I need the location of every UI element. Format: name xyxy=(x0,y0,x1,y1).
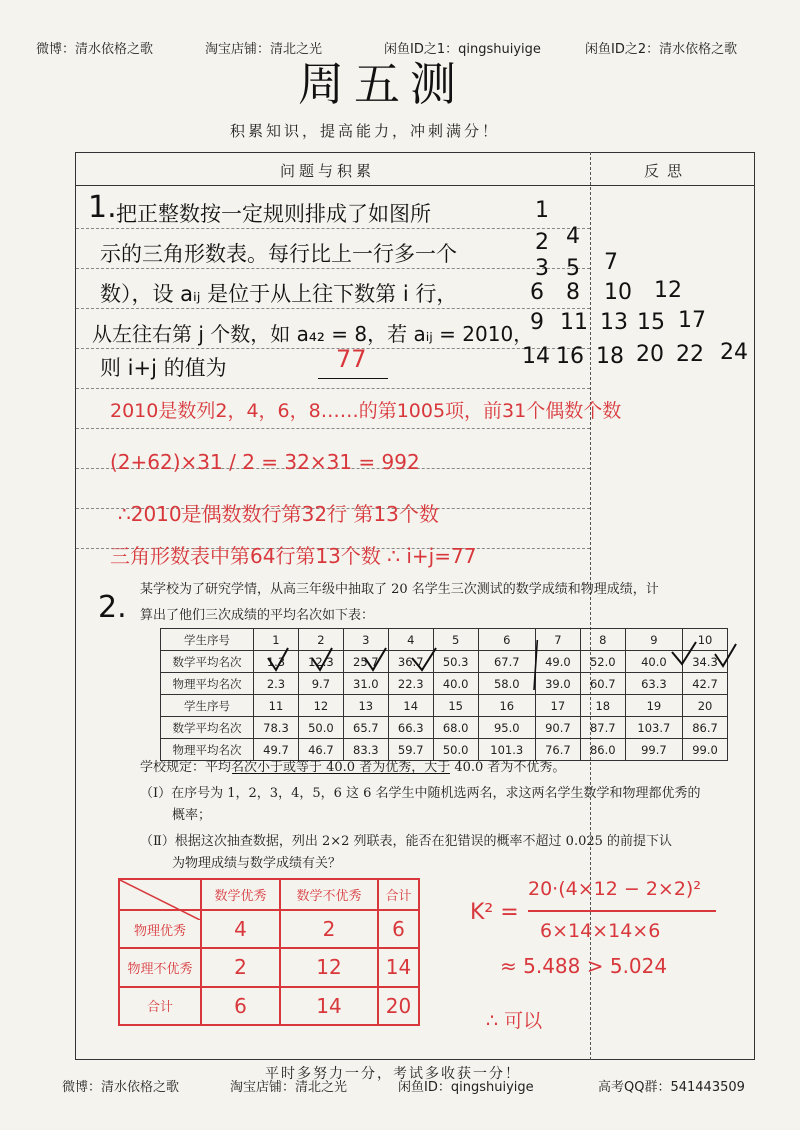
header-problems: 问题与积累 xyxy=(280,162,376,180)
table-cell: 4 xyxy=(388,629,433,651)
check-mark xyxy=(268,648,288,670)
table-cell: 65.7 xyxy=(343,717,388,739)
table-cell: 49.7 xyxy=(254,739,299,761)
triangle-cell: 8 xyxy=(566,280,580,305)
handwritten-title: 周五测 xyxy=(298,57,466,111)
table-row xyxy=(119,879,419,910)
problem2-intro: 算出了他们三次成绩的平均名次如下表： xyxy=(140,608,375,623)
corner-cell xyxy=(119,879,201,910)
table-cell: 40.0 xyxy=(625,651,682,673)
k2-denominator: 6×14×14×6 xyxy=(540,920,661,942)
table-cell: 1 xyxy=(254,629,299,651)
watermark-taobao: 淘宝店铺：清北之光 xyxy=(230,1080,348,1095)
problem1-line: 数），设 aᵢⱼ 是位于从上往下数第 i 行， xyxy=(100,282,458,306)
col-header: 合计 xyxy=(378,879,419,910)
fraction-bar xyxy=(528,910,716,912)
triangle-cell: 20 xyxy=(636,342,664,367)
table-cell: 7 xyxy=(535,629,580,651)
problem2-q2: 为物理成绩与数学成绩有关？ xyxy=(172,856,342,871)
table-cell: 14 xyxy=(388,695,433,717)
problem1-line: 示的三角形数表。每行比上一行多一个 xyxy=(100,242,457,266)
triangle-cell: 16 xyxy=(556,344,584,369)
answer-underline xyxy=(318,378,388,379)
table-row xyxy=(161,695,728,717)
watermark-taobao: 淘宝店铺：清北之光 xyxy=(205,42,323,57)
table-cell: 3 xyxy=(343,629,388,651)
table-cell: 52.0 xyxy=(580,651,625,673)
problem1-answer: 77 xyxy=(336,345,367,373)
table-cell: 17 xyxy=(535,695,580,717)
table-cell: 46.7 xyxy=(298,739,343,761)
table-cell: 14 xyxy=(378,948,419,986)
table-cell: 4 xyxy=(201,910,280,948)
table-row-label: 物理平均名次 xyxy=(161,673,254,695)
problem1-number: 1. xyxy=(88,190,117,225)
solution-line: 2010是数列2，4，6，8……的第1005项，前31个偶数个数 xyxy=(110,400,622,422)
row-header: 物理优秀 xyxy=(119,910,201,948)
triangle-cell: 6 xyxy=(530,280,544,305)
triangle-cell: 24 xyxy=(720,340,748,365)
table-cell: 103.7 xyxy=(625,717,682,739)
k2-approx: ≈ 5.488 > 5.024 xyxy=(500,954,668,978)
table-cell: 49.0 xyxy=(535,651,580,673)
row-header: 物理不优秀 xyxy=(119,948,201,986)
table-cell: 58.0 xyxy=(478,673,535,695)
row-header: 合计 xyxy=(119,987,201,1025)
table-cell: 78.3 xyxy=(254,717,299,739)
table-row-label: 数学平均名次 xyxy=(161,651,254,673)
table-cell: 76.7 xyxy=(535,739,580,761)
triangle-cell: 10 xyxy=(604,280,632,305)
table-cell: 9 xyxy=(625,629,682,651)
problem2-rule: 学校规定：平均名次小于或等于 40.0 者为优秀，大于 40.0 者为不优秀。 xyxy=(140,760,566,775)
table-cell: 86.7 xyxy=(683,717,728,739)
table-cell: 10 xyxy=(683,629,728,651)
table-cell: 8 xyxy=(580,629,625,651)
table-cell: 6 xyxy=(478,629,535,651)
table-row-label: 物理平均名次 xyxy=(161,739,254,761)
solution-line: 三角形数表中第64行第13个数 ∴ i+j=77 xyxy=(110,544,477,568)
triangle-cell: 12 xyxy=(654,278,682,303)
table-cell: 50.0 xyxy=(298,717,343,739)
watermark-weibo: 微博：清水依格之歌 xyxy=(36,42,154,57)
table-cell: 9.7 xyxy=(298,673,343,695)
table-cell: 2 xyxy=(298,629,343,651)
table-cell: 101.3 xyxy=(478,739,535,761)
ruled-line xyxy=(76,388,590,389)
table-cell: 22.3 xyxy=(388,673,433,695)
table-cell: 2 xyxy=(201,948,280,986)
table-cell: 50.3 xyxy=(433,651,478,673)
table-cell: 87.7 xyxy=(580,717,625,739)
table-cell: 36.7 xyxy=(388,651,433,673)
table-cell: 6 xyxy=(378,910,419,948)
table-row-label: 数学平均名次 xyxy=(161,717,254,739)
k2-conclusion: ∴ 可以 xyxy=(486,1010,543,1032)
table-cell: 14 xyxy=(280,987,378,1025)
table-cell: 42.7 xyxy=(683,673,728,695)
table-cell: 83.3 xyxy=(343,739,388,761)
table-cell: 2.3 xyxy=(254,673,299,695)
table-cell: 95.0 xyxy=(478,717,535,739)
table-cell: 99.0 xyxy=(683,739,728,761)
triangle-cell: 2 xyxy=(535,230,549,255)
check-mark xyxy=(715,644,736,666)
col-header: 数学优秀 xyxy=(201,879,280,910)
check-marks xyxy=(160,640,750,690)
table-cell: 67.7 xyxy=(478,651,535,673)
table-cell: 1.3 xyxy=(254,651,299,673)
problem2-q1: （Ⅰ）在序号为 1，2，3，4，5，6 这 6 名学生中随机选两名，求这两名学生数学和物理都优秀的 xyxy=(140,786,701,801)
ruled-line xyxy=(76,308,590,309)
triangle-cell: 4 xyxy=(566,224,580,249)
triangle-cell: 22 xyxy=(676,342,704,367)
table-cell: 59.7 xyxy=(388,739,433,761)
triangle-cell: 14 xyxy=(522,344,550,369)
table-cell: 68.0 xyxy=(433,717,478,739)
table-cell: 90.7 xyxy=(535,717,580,739)
table-cell: 5 xyxy=(433,629,478,651)
contingency-table xyxy=(118,878,420,1026)
triangle-cell: 11 xyxy=(560,310,588,335)
table-cell: 63.3 xyxy=(625,673,682,695)
watermark-qq-group: 高考QQ群：541443509 xyxy=(598,1080,745,1095)
table-cell: 12 xyxy=(298,695,343,717)
triangle-cell: 7 xyxy=(604,250,618,275)
table-cell: 2 xyxy=(280,910,378,948)
table-cell: 20 xyxy=(683,695,728,717)
divider-stroke xyxy=(534,640,538,690)
watermark-xianyu-2: 闲鱼ID之2：清水依格之歌 xyxy=(585,42,738,57)
table-cell: 25.7 xyxy=(343,651,388,673)
triangle-cell: 5 xyxy=(566,256,580,281)
check-mark xyxy=(672,642,696,664)
table-cell: 99.7 xyxy=(625,739,682,761)
ruled-line xyxy=(76,228,590,229)
table-row xyxy=(161,717,728,739)
table-cell: 31.0 xyxy=(343,673,388,695)
check-mark xyxy=(365,648,386,670)
triangle-cell: 3 xyxy=(535,256,549,281)
triangle-cell: 1 xyxy=(535,198,549,223)
table-cell: 40.0 xyxy=(433,673,478,695)
table-row xyxy=(119,987,419,1025)
problem2-q2: （Ⅱ）根据这次抽查数据，列出 2×2 列联表，能否在犯错误的概率不超过 0.025 的前提下认 xyxy=(140,834,673,849)
ruled-line xyxy=(76,348,590,349)
watermark-xianyu-1: 闲鱼ID之1：qingshuiyige xyxy=(384,42,541,57)
table-cell: 18 xyxy=(580,695,625,717)
triangle-cell: 9 xyxy=(530,310,544,335)
table-cell: 19 xyxy=(625,695,682,717)
table-cell: 50.0 xyxy=(433,739,478,761)
table-cell: 12.3 xyxy=(298,651,343,673)
table-cell: 60.7 xyxy=(580,673,625,695)
table-cell: 20 xyxy=(378,987,419,1025)
solution-line: ∴2010是偶数数行第32行 第13个数 xyxy=(118,502,439,526)
problem1-line: 把正整数按一定规则排成了如图所 xyxy=(116,202,431,226)
table-cell: 13 xyxy=(343,695,388,717)
triangle-cell: 18 xyxy=(596,344,624,369)
col-header: 数学不优秀 xyxy=(280,879,378,910)
problem2-q1: 概率； xyxy=(172,808,212,823)
table-cell: 12 xyxy=(280,948,378,986)
rule-underline xyxy=(232,773,450,774)
triangle-cell: 17 xyxy=(678,308,706,333)
triangle-cell: 13 xyxy=(600,310,628,335)
table-row xyxy=(119,948,419,986)
k2-lhs: K² = xyxy=(470,900,519,925)
solution-line: (2+62)×31 / 2 = 32×31 = 992 xyxy=(110,450,420,474)
problem2-number: 2. xyxy=(98,590,127,625)
table-cell: 11 xyxy=(254,695,299,717)
header-reflection: 反思 xyxy=(644,162,691,180)
watermark-xianyu: 闲鱼ID：qingshuiyige xyxy=(398,1080,534,1095)
check-mark xyxy=(412,648,436,670)
ruled-line xyxy=(76,428,590,429)
problem1-line: 从左往右第 j 个数，如 a₄₂ = 8，若 aᵢⱼ = 2010， xyxy=(92,322,534,346)
footer-slogan: 平时多努力一分，考试多收获一分！ xyxy=(265,1066,521,1082)
table-cell: 34.3 xyxy=(683,651,728,673)
triangle-cell: 15 xyxy=(637,310,665,335)
problem2-intro: 某学校为了研究学情，从高三年级中抽取了 20 名学生三次测试的数学成绩和物理成绩，计 xyxy=(140,582,659,597)
table-row-label: 学生序号 xyxy=(161,695,254,717)
table-cell: 16 xyxy=(478,695,535,717)
table-cell: 66.3 xyxy=(388,717,433,739)
ruled-line xyxy=(76,268,590,269)
table-row-label: 学生序号 xyxy=(161,629,254,651)
k2-numerator: 20·(4×12 − 2×2)² xyxy=(528,878,701,900)
slogan: 积累知识，提高能力，冲刺满分！ xyxy=(230,122,501,140)
table-cell: 15 xyxy=(433,695,478,717)
table-cell: 39.0 xyxy=(535,673,580,695)
table-cell: 86.0 xyxy=(580,739,625,761)
table-cell: 6 xyxy=(201,987,280,1025)
problem1-line: 则 i+j 的值为 xyxy=(100,356,227,380)
watermark-weibo: 微博：清水依格之歌 xyxy=(62,1080,180,1095)
check-mark xyxy=(312,648,332,670)
